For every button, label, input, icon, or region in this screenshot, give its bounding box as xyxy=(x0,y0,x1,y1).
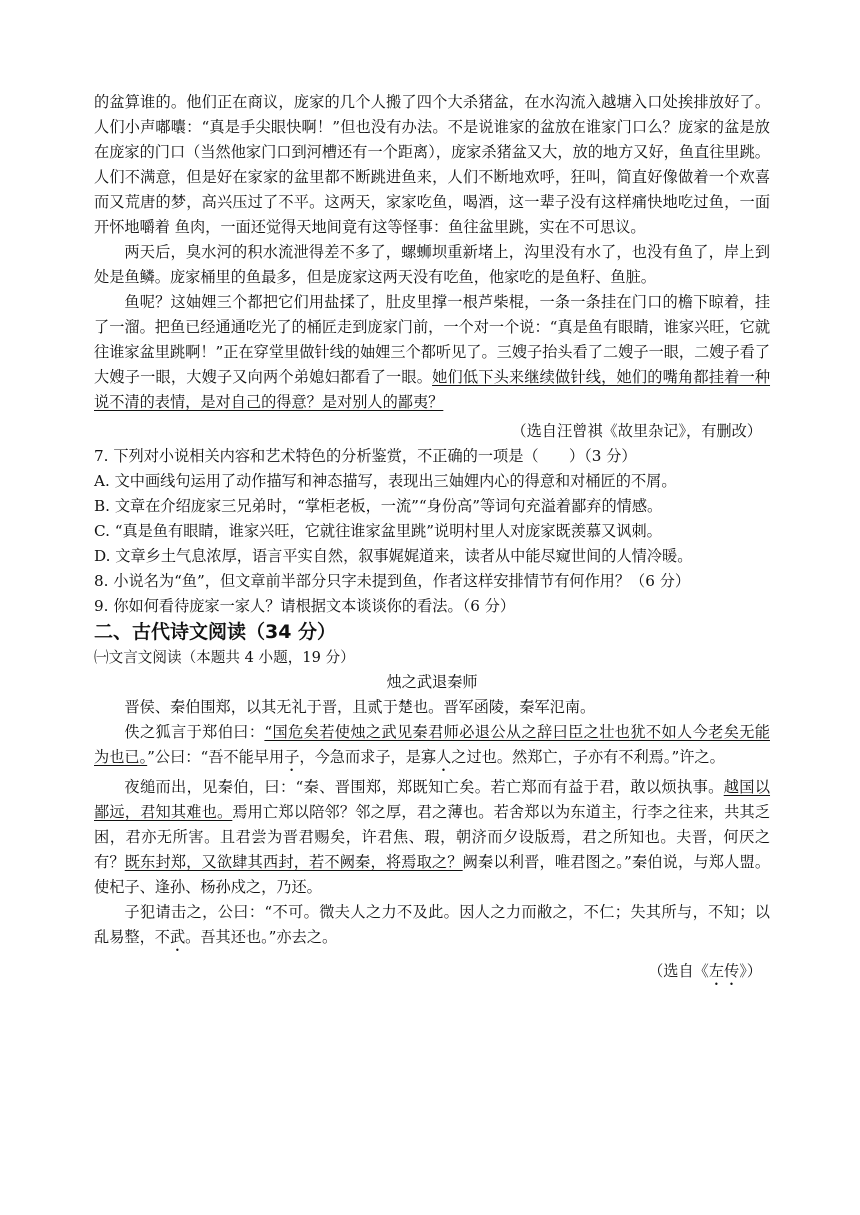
dotted-word: 左传 xyxy=(708,962,740,980)
question-9: 9. 你如何看待庞家一家人？请根据文本谈谈你的看法。（6 分） xyxy=(94,597,516,615)
option-c: C. “真是鱼有眼睛，谁家兴旺，它就往谁家盆里跳”说明村里人对庞家既羡慕又讽刺。 xyxy=(94,522,662,540)
question-8: 8. 小说名为“鱼”，但文章前半部分只字未提到鱼，作者这样安排情节有何作用？（6 分） xyxy=(94,572,691,590)
question-7: 7. 下列对小说相关内容和艺术特色的分析鉴赏，不正确的一项是（ ）（3 分） xyxy=(94,447,637,465)
text-segment: ，今急而求子，是寡 xyxy=(299,748,437,766)
story-paragraph-1: 的盆算谁的。他们正在商议，庞家的几个人搬了四个大杀猪盆，在水沟流入越塘入口处挨排放好了。人们小声嘟囔：“真是手尖眼快啊！”但也没有办法。不是说谁家的盆放在谁家门口么？庞家的盆是放在庞家的门口（当然他家门口到河槽还有一个距离），庞家杀猪盆又大，放的地方又好，鱼直往里跳。人们不满意，但是好在家家的盆里都不断跳进鱼来，人们不断地欢呼，狂叫，简直好像做着一个欢喜而又荒唐的梦，高兴压过了不平。这两天，家家吃鱼，喝酒，这一辈子没有这样痛快地吃过鱼，一面开怀地嚼着 鱼肉，一面还觉得天地间竟有这等怪事：鱼往盆里跳，实在不可思议。 xyxy=(94,93,770,236)
passage-source xyxy=(94,959,770,989)
text-segment: ”公曰：“吾不能早用 xyxy=(147,748,285,766)
dotted-word: 武 xyxy=(169,928,186,946)
story-paragraph-3 xyxy=(94,290,770,415)
text-segment: 夜缒而出，见秦伯，曰：“秦、晋围郑，郑既知亡矣。若亡郑而有益于君，敢以烦执事。 xyxy=(124,778,724,796)
underlined-sentence: “国危矣若使烛之武见秦君师必退公从之辞曰臣之壮也犹不如人今老矣无能为也已。 xyxy=(94,723,770,766)
document-page xyxy=(94,90,770,989)
passage-paragraph-1: 晋侯、秦伯围郑，以其无礼于晋，且贰于楚也。晋军函陵，秦军氾南。 xyxy=(124,698,596,716)
section-subheading: ㈠文言文阅读（本题共 4 小题，19 分） xyxy=(94,649,355,666)
text-segment: 阙秦以利晋，唯君图之。”秦伯说，与郑人盟。使杞子、逢孙、杨孙戍之，乃还。 xyxy=(94,853,771,896)
text-segment: 之过也。然郑亡，子亦有不利焉。”许之。 xyxy=(451,748,725,766)
dotted-word: 子 xyxy=(284,748,300,766)
dotted-word: 人 xyxy=(436,748,452,766)
text-segment: 子犯请击之，公曰：“不可。微夫人之力不及此。因人之力而敝之，不仁；失其所与，不知；以乱易整，不 xyxy=(94,903,770,946)
underlined-sentence: 她们低下头来继续做针线，她们的嘴角都挂着一种说不清的表情，是对自己的得意？是对别人的鄙夷？ xyxy=(94,368,771,411)
story-source: （选自汪曾祺《故里杂记》，有删改） xyxy=(511,422,762,440)
passage-title: 烛之武退秦师 xyxy=(386,673,478,691)
passage-paragraph-2 xyxy=(94,720,770,775)
text-segment: 焉用亡郑以陪邻？邻之厚，君之薄也。若舍郑以为东道主，行李之往来，共其乏困，君亦无所害。且君尝为晋君赐矣，许君焦、瑕，朝济而夕设版焉，君之所知也。夫晋，何厌之有？ xyxy=(94,803,771,871)
passage-paragraph-3 xyxy=(94,775,770,900)
text-segment: 。吾其还也。”亦去之。 xyxy=(185,928,338,946)
text-segment: 佚之狐言于郑伯曰： xyxy=(124,723,265,741)
underlined-sentence: 既东封郑，又欲肆其西封，若不阙秦，将焉取之？ xyxy=(124,853,463,871)
text-segment: （选自《 xyxy=(648,962,709,980)
passage-paragraph-4 xyxy=(94,900,770,955)
story-paragraph-2: 两天后，臭水河的积水流泄得差不多了，螺蛳坝重新堵上，沟里没有水了，也没有鱼了，岸上到处是鱼鳞。庞家桶里的鱼最多，但是庞家这两天没有吃鱼，他家吃的是鱼籽、鱼脏。 xyxy=(94,243,770,286)
option-d: D. 文章乡土气息浓厚，语言平实自然，叙事娓娓道来，读者从中能尽窥世间的人情冷暖。 xyxy=(94,547,693,565)
section-heading: 二、古代诗文阅读（34 分） xyxy=(94,621,337,643)
text-segment: 》） xyxy=(739,962,762,980)
option-b: B. 文章在介绍庞家三兄弟时，“掌柜老板，一流”“身份高”等词句充溢着鄙弃的情感。 xyxy=(94,497,663,515)
story-paragraph-3-text: 鱼呢？这妯娌三个都把它们用盐揉了，肚皮里撑一根芦柴棍，一条一条挂在门口的檐下晾着，挂了一溜。把鱼已经通通吃光了的桶匠走到庞家门前，一个对一个说：“真是鱼有眼睛，谁家兴旺，它就往谁家盆里跳啊！”正在穿堂里做针线的妯娌三个都听见了。三嫂子抬头看了二嫂子一眼，二嫂子看了大嫂子一眼，大嫂子又向两个弟媳妇都看了一眼。 xyxy=(94,293,771,386)
underlined-sentence: 越国以鄙远，君知其难也。 xyxy=(94,778,771,821)
option-a: A. 文中画线句运用了动作描写和神态描写，表现出三妯娌内心的得意和对桶匠的不屑。 xyxy=(94,472,677,490)
